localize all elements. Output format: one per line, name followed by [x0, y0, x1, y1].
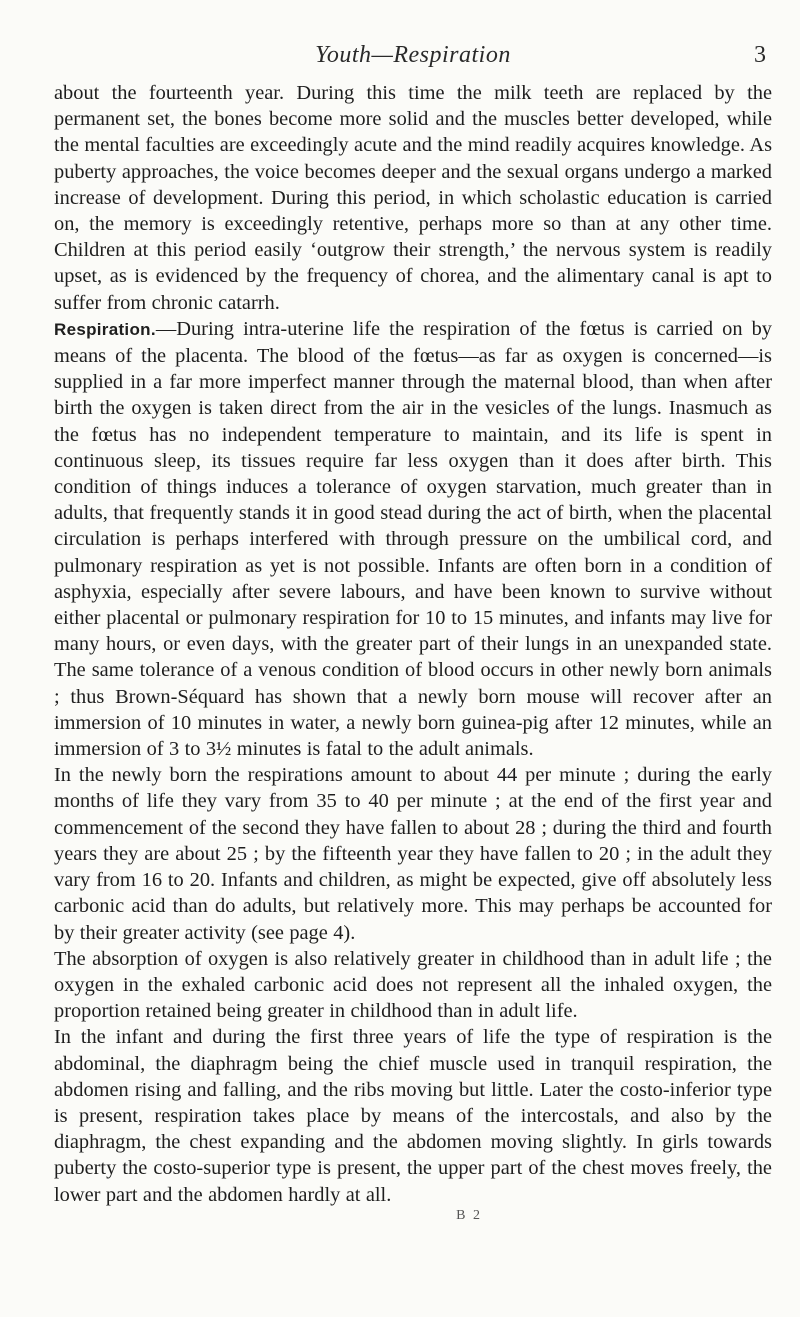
running-title: Youth—Respiration [315, 42, 511, 68]
paragraph-respiration-text: —During intra-uterine life the respiration of the fœtus is carried on by means of the placenta. The blood of the fœtus—as far as oxygen is concerned—is supplied in a far more imperfect manner through the maternal blood, than when after birth the oxygen is taken direct from the air in the vesicles of the lungs. Inasmuch as the fœtus has no independent temperature to maintain, and its life is spent in continuous sleep, its tissues require far less oxygen than it does after birth. This condition of things induces a tolerance of oxygen starvation, much greater than in adults, that frequently stands it in good stead during the act of birth, when the placental circulation is perhaps interfered with through pressure on the umbilical cord, and pulmonary respiration as yet is not possible. Infants are often born in a condition of asphyxia, especially after severe labours, and have been known to survive without either placental or pulmonary respiration for 10 to 15 minutes, and infants may live for many hours, or even days, with the greater part of their lungs in an unexpanded state. The same tolerance of a venous condition of blood occurs in other newly born animals ; thus Brown-Séquard has shown that a newly born mouse will recover after an immersion of 10 minutes in water, a newly born guinea-pig after 12 minutes, while an immersion of 3 to 3½ minutes is fatal to the adult animals. [54, 317, 772, 761]
body-text [54, 80, 772, 1208]
page-header [54, 42, 772, 76]
paragraph-respiration-type: In the infant and during the first three years of life the type of respiration is the abdominal, the diaphragm being the chief muscle used in tranquil respiration, the abdomen rising and falling, and the ribs moving but little. Later the costo-inferior type is present, respiration takes place by means of the intercostals, and also by the diaphragm, the chest expanding and the abdomen moving slightly. In girls towards puberty the costo-superior type is present, the upper part of the chest moves freely, the lower part and the abdomen hardly at all. [54, 1026, 772, 1206]
signature-mark: B 2 [456, 1207, 482, 1223]
paragraph-respiration [54, 316, 772, 762]
paragraph-respiration-rates: In the newly born the respirations amount to about 44 per minute ; during the early months of life they vary from 35 to 40 per minute ; at the end of the first year and commencement of the second they have fallen to about 28 ; during the third and fourth years they are about 25 ; by the fifteenth year they have fallen to 20 ; in the adult they vary from 16 to 20. Infants and children, as might be expected, give off absolutely less carbonic acid than do adults, but relatively more. This may perhaps be accounted for by their greater activity (see page 4). [54, 764, 772, 944]
paragraph-oxygen-absorption: The absorption of oxygen is also relatively greater in childhood than in adult life ; the oxygen in the exhaled carbonic acid does not represent all the inhaled oxygen, the proportion retained being greater in childhood than in adult life. [54, 947, 772, 1023]
page-number: 3 [754, 42, 766, 68]
paragraph-youth: about the fourteenth year. During this time the milk teeth are replaced by the permanent set, the bones become more solid and the muscles better developed, while the mental faculties are exceedingly acute and the mind readily acquires knowledge. As puberty approaches, the voice becomes deeper and the sexual organs undergo a marked increase of development. During this period, in which scholastic education is carried on, the memory is exceedingly retentive, perhaps more so than at any other time. Children at this period easily ‘outgrow their strength,’ the nervous system is readily upset, as is evidenced by the frequency of chorea, and the alimentary canal is apt to suffer from chronic catarrh. [54, 82, 772, 314]
section-heading-respiration: Respiration. [54, 319, 156, 339]
